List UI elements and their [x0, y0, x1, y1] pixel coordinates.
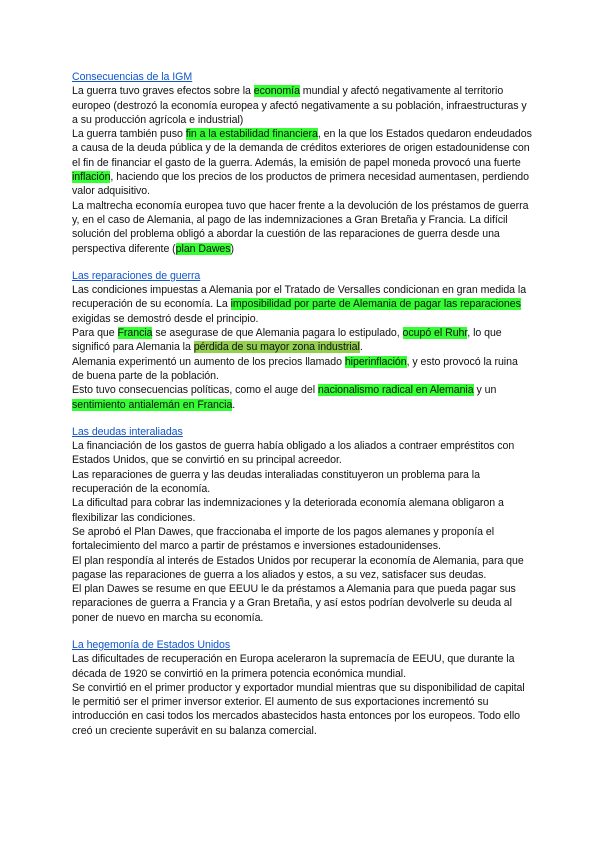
- section-heading-link[interactable]: Las reparaciones de guerra: [72, 269, 201, 282]
- section-heading-link[interactable]: Consecuencias de la IGM: [72, 71, 193, 83]
- text-run: y un: [473, 384, 497, 397]
- paragraph: [72, 84, 532, 127]
- highlighted-term: inflación: [72, 171, 111, 184]
- paragraph: [72, 582, 532, 625]
- highlighted-term: hiperinflación: [344, 355, 407, 368]
- text-run: , haciendo que los precios de los productos de primera necesidad aumentasen, perdiendo valor adquisitivo.: [72, 171, 529, 198]
- text-run: Las dificultades de recuperación en Europa aceleraron la supremacía de EEUU, que durante la década de 1920 se convirtió en la primera potencia económica mundial.: [72, 653, 515, 680]
- text-run: exigidas se demostró desde el principio.: [72, 312, 259, 325]
- highlighted-term: sentimiento antialemán en Francia: [72, 398, 233, 411]
- text-run: La financiación de los gastos de guerra había obligado a los aliados a contraer empréstitos con Estados Unidos, que se convirtió en su principal acreedor.: [72, 440, 515, 467]
- text-run: El plan Dawes se resume en que EEUU le da préstamos a Alemania para que pueda pagar sus reparaciones de guerra a Francia y a Gran Bretaña, y así estos podrían devolverle su deuda al poner de nuevo en marcha su economía.: [72, 583, 516, 624]
- text-run: , lo que significó para Alemania la: [72, 327, 502, 354]
- paragraph: [72, 283, 532, 326]
- text-run: , en la que los Estados quedaron endeudados a causa de la deuda pública y de la demanda de créditos exteriores de origen estadounidense con el fin de financiar el gasto de la guerra. Además, la emisión de papel moneda provocó una fuerte: [72, 128, 532, 169]
- text-run: Se convirtió en el primer productor y exportador mundial mientras que su disponibilidad de capital le permitió ser el primer inversor exterior. El aumento de sus exportaciones incrementó su introducción en casi todos los mercados abastecidos hasta entonces por los europeos. Todo ello creó un creciente superávit en su balanza comercial.: [72, 681, 525, 737]
- paragraph: [72, 127, 532, 198]
- text-run: Se aprobó el Plan Dawes, que fraccionaba el importe de los pagos alemanes y proponía el fortalecimiento del marco a partir de préstamos e inversiones estadounidenses.: [72, 525, 495, 553]
- highlighted-term: economía: [253, 85, 300, 98]
- text-run: se asegurase de que Alemania pagara lo estipulado,: [152, 327, 403, 340]
- highlighted-term: imposibilidad por parte de Alemania de pagar las reparaciones: [230, 298, 521, 311]
- paragraph: [72, 355, 532, 384]
- highlighted-term: Francia: [117, 327, 153, 340]
- text-run: Esto tuvo consecuencias políticas, como el auge del: [72, 384, 318, 397]
- text-run: .: [232, 398, 236, 411]
- paragraph: [72, 326, 532, 355]
- text-run: La maltrecha economía europea tuvo que hacer frente a la devolución de los préstamos de guerra y, en el caso de Alemania, al pago de las indemnizaciones a Gran Bretaña y Francia. La difícil solución del problema obligó a abordar la cuestión de las reparaciones de guerra desde una perspectiva diferente (: [72, 199, 529, 255]
- text-run: Alemania experimentó un aumento de los precios llamado: [72, 355, 345, 368]
- paragraph: [72, 681, 532, 738]
- paragraph: [72, 554, 532, 583]
- paragraph: [72, 468, 532, 497]
- highlighted-term: nacionalismo radical en Alemania: [317, 384, 474, 397]
- text-run: , y esto provocó la ruina de buena parte de la población.: [72, 355, 518, 382]
- paragraph: [72, 439, 532, 468]
- section-spacer: [72, 625, 532, 638]
- text-run: Las condiciones impuestas a Alemania por el Tratado de Versalles condicionan en gran medida la recuperación de su economía. La: [72, 284, 527, 311]
- paragraph: [72, 383, 532, 412]
- highlighted-term: pérdida de su mayor zona industrial: [193, 341, 360, 354]
- section-heading-link[interactable]: La hegemonía de Estados Unidos: [72, 638, 231, 651]
- paragraph: [72, 496, 532, 525]
- section-spacer: [72, 412, 532, 425]
- highlighted-term: ocupó el Ruhr: [402, 327, 468, 340]
- text-run: mundial y afectó negativamente al territorio europeo (destrozó la economía europea y afectó negativamente a su población, infraestructuras y a su producción agrícola e industrial): [72, 85, 527, 126]
- text-run: La guerra tuvo graves efectos sobre la: [72, 85, 254, 98]
- paragraph: [72, 525, 532, 554]
- paragraph: [72, 199, 532, 256]
- document-content: [72, 70, 532, 738]
- section-heading-link[interactable]: Las deudas interaliadas: [72, 425, 183, 438]
- section-spacer: [72, 256, 532, 269]
- text-run: ): [230, 242, 235, 255]
- text-run: El plan respondía al interés de Estados Unidos por recuperar la economía de Alemania, para que pagase las reparaciones de guerra a los aliados y estos, a su vez, satisfacer sus deudas.: [72, 554, 524, 581]
- text-run: La dificultad para cobrar las indemnizaciones y la deteriorada economía alemana obligaron a flexibilizar las condiciones.: [72, 497, 504, 524]
- text-run: Las reparaciones de guerra y las deudas interaliadas constituyeron un problema para la recuperación de la economía.: [72, 468, 480, 496]
- text-run: Para que: [72, 327, 118, 340]
- text-run: .: [359, 341, 363, 354]
- paragraph: [72, 652, 532, 681]
- highlighted-term: fin a la estabilidad financiera: [185, 128, 318, 141]
- text-run: La guerra también puso: [72, 128, 186, 141]
- highlighted-term: plan Dawes: [175, 242, 231, 255]
